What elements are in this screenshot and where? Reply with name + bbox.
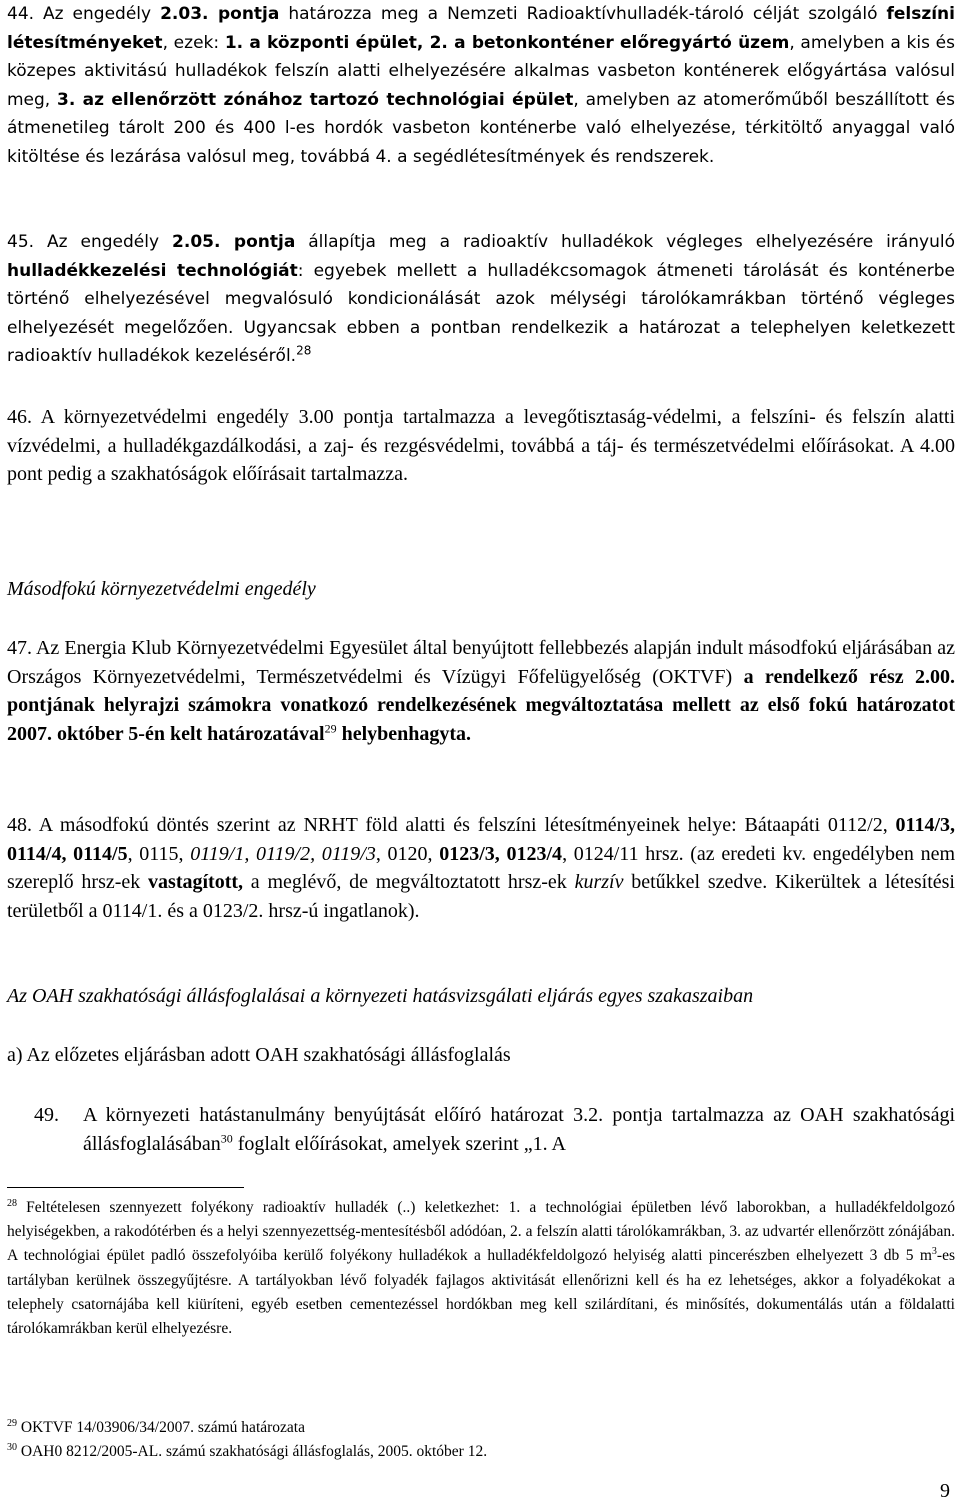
text: , amelyben az atomerőműből beszállított és átmenetileg tárolt 200 és 400 l-es hordók vasbeton konténerbe való elhelyezése, térkitöltő anyaggal való kitöltése és lezárása valósul meg, továbbá 4. a segédlétesítmények és rendszerek. — [7, 89, 955, 167]
text: -es tartályban kerülnek összegyűjtésre. A tartályokban lévő folyadék fajlagos aktivitását ellenőrizni kell és ha ez lehetséges, akkor a folyadékokat a telephely csatornájába kell kiüríteni, egyéb esetben cementezéssel hordókban meg kell szilárdítani, és minősítés, dokumentálás után a földalatti tárolókamrákban kerül elhelyezésre. — [7, 1247, 955, 1338]
footnote-ref-30[interactable]: 30 — [220, 1130, 233, 1145]
footnote-number: 28 — [7, 1197, 17, 1209]
text: , amelyben a kis és közepes aktivitású hulladékok felszín alatti elhelyezésére alkalmas vasbeton konténerek előgyártása valósul meg, — [7, 32, 956, 110]
italic-text: 0119/1, 0119/2, 0119/3 — [190, 842, 376, 865]
bold-text: 0114/3, 0114/4, 0114/5 — [7, 814, 955, 865]
bold-text: 1. a központi épület, 2. a betonkonténer előregyártó üzem — [224, 32, 790, 53]
text: határozza meg a Nemzeti Radioaktívhulladék-tároló célját szolgáló — [279, 4, 887, 24]
bold-text: 2.03. pontja — [160, 4, 280, 24]
item-body — [83, 1101, 955, 1158]
bold-text: a rendelkező rész 2.00. pontjának helyrajzi számokra vonatkozó rendelkezésének megváltoztatása mellett az első fokú határozatot 2007. október 5-én kelt határozatával — [7, 665, 955, 745]
text: OAH0 8212/2005-AL. számú szakhatósági állásfoglalás, 2005. október 12. — [17, 1443, 488, 1460]
footnote-ref-29[interactable]: 29 — [324, 721, 337, 736]
section-heading-masodfoku: Másodfokú környezetvédelmi engedély — [7, 578, 316, 600]
text: , ezek: — [162, 32, 225, 53]
footnote-28 — [7, 1196, 955, 1341]
footnote-divider — [7, 1187, 244, 1188]
text: betűkkel szedve. Kikerültek a létesítési területből a 0114/1. és a 0123/2. hrsz-ú ingatlanok). — [7, 871, 955, 922]
bold-text: vastagított, — [148, 871, 244, 894]
text: foglalt előírásokat, amelyek szerint „1. A — [232, 1132, 566, 1155]
superscript: 3 — [931, 1246, 937, 1258]
text: : egyebek mellett a hulladékcsomagok átmeneti tárolását és konténerbe történő elhelyezésével megvalósuló kondicionálását azok mélységi tárolókamrákban történő végleges elhelyezését megelőzően. Ugyancsak ebben a pontban rendelkezik a határozat a telephelyen keletkezett radioaktív hulladékok kezeléséről. — [7, 260, 956, 367]
subheading-a: a) Az előzetes eljárásban adott OAH szakhatósági állásfoglalás — [7, 1044, 511, 1066]
paragraph-49 — [34, 1101, 955, 1158]
document-page — [7, 0, 955, 1509]
bold-text: hulladékkezelési technológiát — [7, 260, 298, 281]
bold-text: 0123/3, 0123/4 — [439, 842, 563, 865]
text: 47. Az Energia Klub Környezetvédelmi Egyesület által benyújtott fellebbezés alapján indult másodfokú eljárásában az Országos Környezetvédelmi, Természetvédelmi és Vízügyi Főfelügyelőség (OKTVF) — [7, 637, 955, 688]
bold-text: helybenhagyta. — [336, 722, 472, 745]
paragraph-44 — [7, 0, 955, 172]
paragraph-47 — [7, 634, 955, 748]
footnote-29 — [7, 1416, 955, 1440]
footnote-number: 30 — [7, 1441, 17, 1453]
paragraph-45 — [7, 228, 955, 371]
bold-text: 3. az ellenőrzött zónához tartozó technológiai épület — [57, 89, 574, 110]
text: a meglévő, de megváltoztatott hrsz-ek — [243, 871, 575, 894]
footnote-number: 29 — [7, 1417, 17, 1429]
text: , 0124/11 hrsz. (az eredeti kv. engedélyben nem szereplő hrsz-ek — [7, 842, 956, 894]
footnote-ref-28[interactable]: 28 — [296, 343, 312, 358]
paragraph-48 — [7, 811, 955, 925]
text: 48. A másodfokú döntés szerint az NRHT föld alatti és felszíni létesítményeinek helye: Bátaapáti 0112/2, — [7, 814, 896, 836]
text: 45. Az engedély — [7, 232, 173, 252]
text: Feltételesen szennyezett folyékony radioaktív hulladék (..) keletkezhet: 1. a technológiai épületben lévő laborokban, a hulladékfeldolgozó helyiségekben, a rakodótérben és a helyi szennyezettség-mentesítésből adódóan, 2. a felszín alatti tárolókamrákban, 3. az udvartér ellenőrzött zónájában. A technológiai épület padló összefolyóiba kerülő folyékony hulladékok a hulladékfeldolgozó helyiség alatti pincerészben elhelyezett 3 db 5 m — [7, 1199, 955, 1265]
text: 44. Az engedély — [7, 4, 161, 24]
text: , 0115, — [127, 842, 191, 865]
bold-text: felszíni létesítményeket — [7, 4, 955, 53]
item-number: 49. — [34, 1104, 59, 1126]
text: , 0120, — [375, 842, 440, 865]
paragraph-46: 46. A környezetvédelmi engedély 3.00 pontja tartalmazza a levegőtisztaság-védelmi, a felszíni- és felszín alatti vízvédelmi, a hulladékgazdálkodási, a zaj- és rezgésvédelmi, továbbá a táj- és természetvédelmi előírásokat. A 4.00 pont pedig a szakhatóságok előírásait tartalmazza. — [7, 406, 955, 486]
text: A környezeti hatástanulmány benyújtását előíró határozat 3.2. pontja tartalmazza az OAH szakhatósági állásfoglalásában — [83, 1104, 955, 1155]
footnote-30 — [7, 1440, 955, 1464]
section-heading-oah: Az OAH szakhatósági állásfoglalásai a környezeti hatásvizsgálati eljárás egyes szakaszaiban — [7, 985, 754, 1007]
bold-text: 2.05. pontja — [172, 232, 296, 252]
page-number: 9 — [940, 1480, 950, 1502]
italic-text: kurzív — [574, 871, 624, 894]
text: OKTVF 14/03906/34/2007. számú határozata — [17, 1419, 305, 1436]
text: állapítja meg a radioaktív hulladékok végleges elhelyezésére irányuló — [295, 232, 955, 252]
